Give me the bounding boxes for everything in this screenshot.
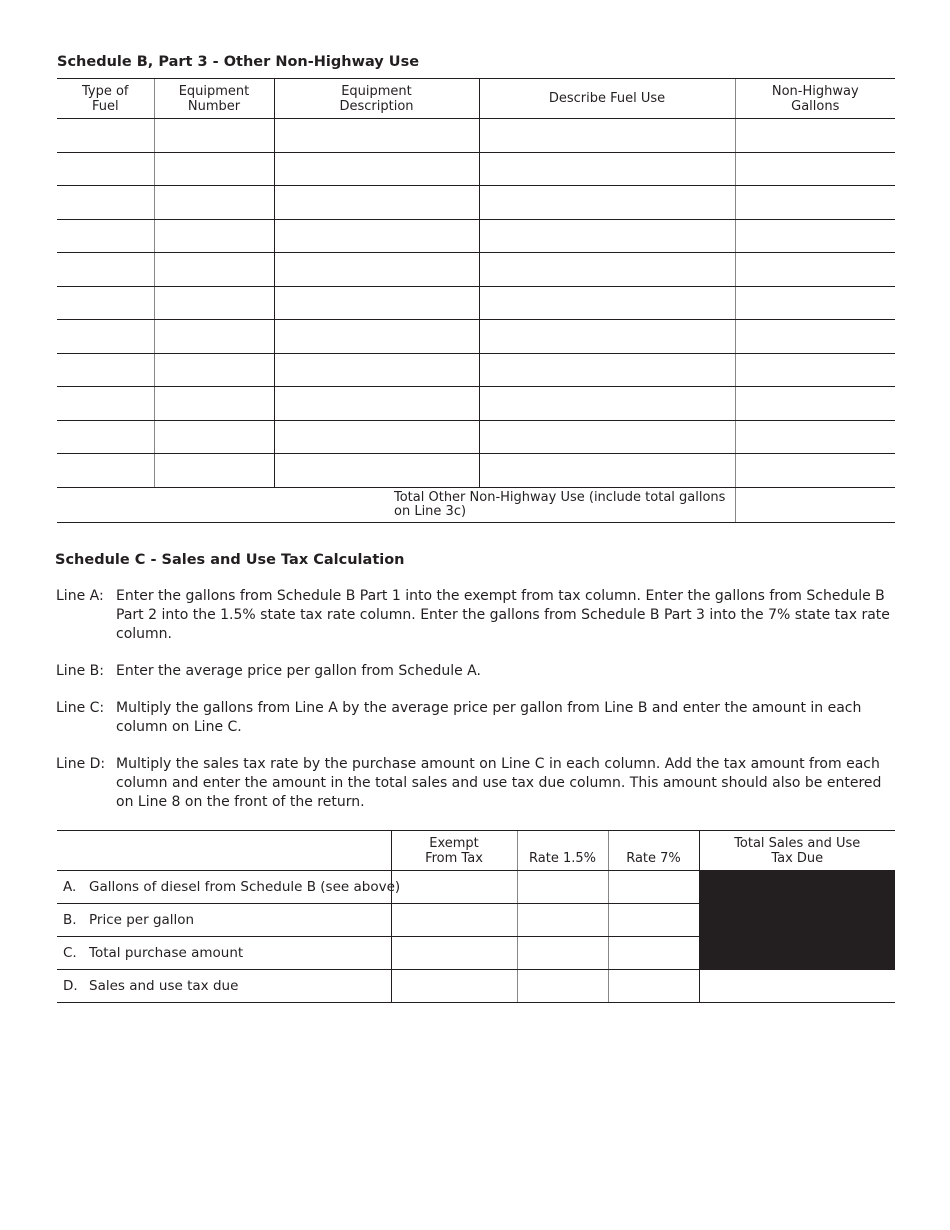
- table-row: [57, 353, 895, 387]
- instruction-line-d: [56, 755, 896, 815]
- table-row: [57, 420, 895, 454]
- equipment-number-cell[interactable]: [154, 219, 274, 253]
- row-label-total-purchase: C. Total purchase amount: [57, 937, 391, 970]
- non-highway-gallons-cell[interactable]: [735, 420, 895, 454]
- schedule-b-header-row: [57, 79, 895, 119]
- type-of-fuel-cell[interactable]: [57, 454, 154, 488]
- equipment-description-cell[interactable]: [274, 152, 479, 186]
- equipment-number-cell[interactable]: [154, 420, 274, 454]
- instruction-label: Line B:: [56, 663, 104, 679]
- exempt-cell[interactable]: [391, 871, 517, 904]
- equipment-number-cell[interactable]: [154, 186, 274, 220]
- equipment-description-cell[interactable]: [274, 353, 479, 387]
- type-of-fuel-cell[interactable]: [57, 320, 154, 354]
- table-row: [57, 119, 895, 153]
- col-equipment-description: Equipment Description: [274, 79, 479, 119]
- rate-1-5-cell[interactable]: [517, 871, 608, 904]
- equipment-description-cell[interactable]: [274, 186, 479, 220]
- equipment-number-cell[interactable]: [154, 286, 274, 320]
- shaded-block: [699, 871, 895, 970]
- exempt-cell[interactable]: [391, 970, 517, 1003]
- describe-fuel-use-cell[interactable]: [479, 219, 735, 253]
- instruction-text: Multiply the sales tax rate by the purchase amount on Line C in each column. Add the tax amount from each column and enter the amount in the total sales and use tax due column. This amount should also be entered on Line 8 on the front of the return.: [116, 756, 882, 810]
- col-equipment-number: Equipment Number: [154, 79, 274, 119]
- row-label-price: B. Price per gallon: [57, 904, 391, 937]
- equipment-description-cell[interactable]: [274, 387, 479, 421]
- col-exempt-from-tax: Exempt From Tax: [391, 831, 517, 871]
- table-row: [57, 387, 895, 421]
- rate-7-cell[interactable]: [608, 871, 699, 904]
- type-of-fuel-cell[interactable]: [57, 387, 154, 421]
- describe-fuel-use-cell[interactable]: [479, 253, 735, 287]
- col-total-sales-use-tax-due: Total Sales and Use Tax Due: [699, 831, 895, 871]
- col-description: [57, 831, 391, 871]
- col-non-highway-gallons: Non-Highway Gallons: [735, 79, 895, 119]
- table-row: [57, 219, 895, 253]
- rate-7-cell[interactable]: [608, 937, 699, 970]
- type-of-fuel-cell[interactable]: [57, 152, 154, 186]
- equipment-description-cell[interactable]: [274, 219, 479, 253]
- row-label-tax-due: D. Sales and use tax due: [57, 970, 391, 1003]
- instruction-line-b: [56, 662, 896, 682]
- rate-7-cell[interactable]: [608, 970, 699, 1003]
- instruction-text: Enter the average price per gallon from Schedule A.: [116, 663, 481, 679]
- equipment-description-cell[interactable]: [274, 454, 479, 488]
- schedule-c-table: [57, 830, 895, 1003]
- non-highway-gallons-cell[interactable]: [735, 186, 895, 220]
- table-row: [57, 286, 895, 320]
- instruction-text: Enter the gallons from Schedule B Part 1 into the exempt from tax column. Enter the gallons from Schedule B Part 2 into the 1.5% state tax rate column. Enter the gallons from Schedule B Part 3 into the 7% state tax rate column.: [116, 588, 890, 642]
- type-of-fuel-cell[interactable]: [57, 353, 154, 387]
- describe-fuel-use-cell[interactable]: [479, 420, 735, 454]
- describe-fuel-use-cell[interactable]: [479, 119, 735, 153]
- equipment-number-cell[interactable]: [154, 320, 274, 354]
- exempt-cell[interactable]: [391, 904, 517, 937]
- row-label-gallons: A. Gallons of diesel from Schedule B (see above): [57, 871, 391, 904]
- table-row: [57, 970, 895, 1003]
- col-rate-1-5: Rate 1.5%: [517, 831, 608, 871]
- instruction-label: Line A:: [56, 588, 104, 604]
- rate-1-5-cell[interactable]: [517, 937, 608, 970]
- type-of-fuel-cell[interactable]: [57, 420, 154, 454]
- describe-fuel-use-cell[interactable]: [479, 320, 735, 354]
- equipment-number-cell[interactable]: [154, 152, 274, 186]
- describe-fuel-use-cell[interactable]: [479, 387, 735, 421]
- instruction-label: Line D:: [56, 756, 106, 772]
- non-highway-gallons-cell[interactable]: [735, 454, 895, 488]
- col-describe-fuel-use: Describe Fuel Use: [479, 79, 735, 119]
- equipment-number-cell[interactable]: [154, 253, 274, 287]
- rate-1-5-cell[interactable]: [517, 904, 608, 937]
- equipment-description-cell[interactable]: [274, 320, 479, 354]
- rate-1-5-cell[interactable]: [517, 970, 608, 1003]
- col-type-of-fuel: Type of Fuel: [57, 79, 154, 119]
- exempt-cell[interactable]: [391, 937, 517, 970]
- type-of-fuel-cell[interactable]: [57, 286, 154, 320]
- non-highway-gallons-cell[interactable]: [735, 320, 895, 354]
- schedule-c-header-row: [57, 831, 895, 871]
- total-non-highway-label: Total Other Non-Highway Use (include total gallons on Line 3c): [274, 487, 735, 522]
- equipment-number-cell[interactable]: [154, 119, 274, 153]
- instruction-line-a: [56, 587, 896, 647]
- schedule-b-title: Schedule B, Part 3 - Other Non-Highway Use: [57, 54, 420, 70]
- non-highway-gallons-cell[interactable]: [735, 253, 895, 287]
- non-highway-gallons-cell[interactable]: [735, 219, 895, 253]
- total-non-highway-gallons-cell[interactable]: [735, 487, 895, 522]
- non-highway-gallons-cell[interactable]: [735, 152, 895, 186]
- describe-fuel-use-cell[interactable]: [479, 454, 735, 488]
- non-highway-gallons-cell[interactable]: [735, 286, 895, 320]
- non-highway-gallons-cell[interactable]: [735, 353, 895, 387]
- type-of-fuel-cell[interactable]: [57, 253, 154, 287]
- total-tax-due-cell[interactable]: [699, 970, 895, 1003]
- non-highway-gallons-cell[interactable]: [735, 387, 895, 421]
- rate-7-cell[interactable]: [608, 904, 699, 937]
- instruction-label: Line C:: [56, 700, 105, 716]
- equipment-number-cell[interactable]: [154, 353, 274, 387]
- type-of-fuel-cell[interactable]: [57, 119, 154, 153]
- type-of-fuel-cell[interactable]: [57, 186, 154, 220]
- equipment-number-cell[interactable]: [154, 454, 274, 488]
- schedule-b-total-row: [57, 487, 895, 522]
- table-row: [57, 186, 895, 220]
- table-row: [57, 152, 895, 186]
- total-row-blank: [57, 487, 274, 522]
- describe-fuel-use-cell[interactable]: [479, 186, 735, 220]
- equipment-number-cell[interactable]: [154, 387, 274, 421]
- equipment-description-cell[interactable]: [274, 119, 479, 153]
- col-rate-7: Rate 7%: [608, 831, 699, 871]
- equipment-description-cell[interactable]: [274, 253, 479, 287]
- type-of-fuel-cell[interactable]: [57, 219, 154, 253]
- describe-fuel-use-cell[interactable]: [479, 353, 735, 387]
- describe-fuel-use-cell[interactable]: [479, 286, 735, 320]
- non-highway-gallons-cell[interactable]: [735, 119, 895, 153]
- schedule-c-title: Schedule C - Sales and Use Tax Calculation: [55, 552, 405, 568]
- describe-fuel-use-cell[interactable]: [479, 152, 735, 186]
- schedule-b-table: [57, 78, 895, 523]
- equipment-description-cell[interactable]: [274, 286, 479, 320]
- table-row: [57, 454, 895, 488]
- instruction-line-c: [56, 699, 896, 739]
- table-row: [57, 253, 895, 287]
- table-row: [57, 871, 895, 904]
- instruction-text: Multiply the gallons from Line A by the average price per gallon from Line B and enter the amount in each column on Line C.: [116, 700, 862, 735]
- equipment-description-cell[interactable]: [274, 420, 479, 454]
- table-row: [57, 320, 895, 354]
